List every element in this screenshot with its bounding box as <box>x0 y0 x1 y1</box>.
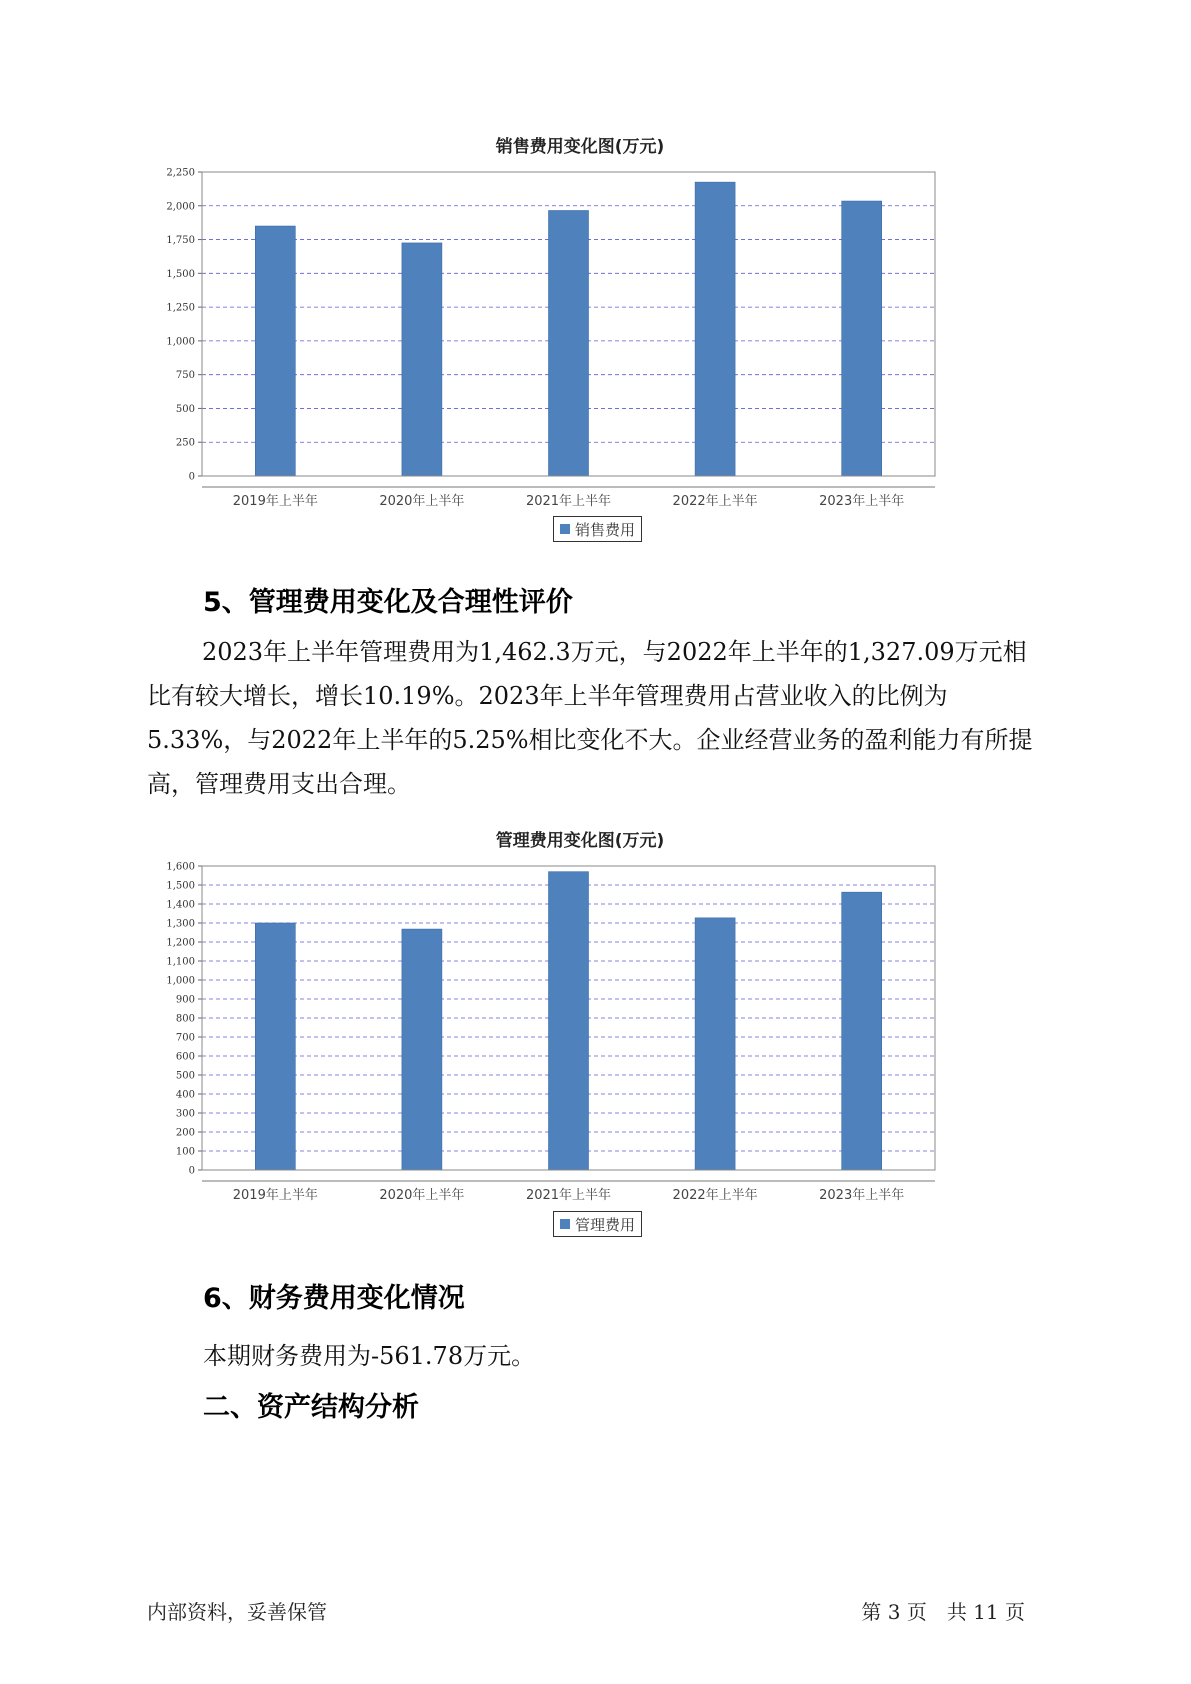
section-heading-asset-structure: 二、资产结构分析 <box>203 1392 419 1423</box>
y-tick-label: 300 <box>175 1108 195 1120</box>
bar <box>402 243 442 476</box>
y-tick-label: 500 <box>175 1070 195 1082</box>
bar <box>549 872 589 1170</box>
y-tick-label: 700 <box>175 1032 195 1044</box>
y-tick-label: 1,300 <box>166 918 195 930</box>
chart-legend <box>553 516 642 542</box>
x-tick-label: 2023年上半年 <box>819 1188 905 1203</box>
legend-label: 管理费用 <box>575 1215 636 1234</box>
bar <box>695 182 735 476</box>
y-tick-label: 0 <box>188 471 195 483</box>
bar <box>695 918 735 1170</box>
x-tick-label: 2020年上半年 <box>379 1188 465 1203</box>
footer-page-number: 第 3 页 共 11 页 <box>861 1600 1025 1624</box>
x-tick-label: 2022年上半年 <box>672 1188 758 1203</box>
y-tick-label: 500 <box>175 403 195 415</box>
x-tick-label: 2019年上半年 <box>232 494 318 509</box>
y-tick-label: 750 <box>175 370 195 382</box>
x-tick-label: 2021年上半年 <box>525 1188 612 1203</box>
sales-expense-plot <box>140 162 1020 522</box>
bar <box>842 892 882 1170</box>
chart-title: 管理费用变化图(万元) <box>495 831 665 851</box>
y-tick-label: 1,400 <box>166 899 195 911</box>
legend-swatch <box>560 524 570 534</box>
y-tick-label: 250 <box>175 437 195 449</box>
bar <box>549 211 589 476</box>
legend-swatch <box>560 1219 570 1229</box>
x-tick-label: 2022年上半年 <box>672 494 758 509</box>
management-expense-paragraph: 2023年上半年管理费用为1,462.3万元，与2022年上半年的1,327.09万元相比有较大增长，增长10.19%。2023年上半年管理费用占营业收入的比例为5.33%，与2022年上半年的5.25%相比变化不大。企业经营业务的盈利能力有所提高，管理费用支出合理。 <box>147 638 1033 798</box>
y-tick-label: 900 <box>175 994 195 1006</box>
bar <box>255 923 295 1170</box>
x-tick-label: 2023年上半年 <box>819 494 905 509</box>
section-heading-management-expense: 5、管理费用变化及合理性评价 <box>203 587 573 618</box>
y-tick-label: 1,000 <box>166 336 195 348</box>
y-tick-label: 200 <box>175 1127 195 1139</box>
bar <box>255 226 295 476</box>
sales-expense-chart <box>140 132 1020 552</box>
y-tick-label: 2,000 <box>166 201 195 213</box>
management-expense-plot <box>140 856 1020 1216</box>
financial-expense-paragraph: 本期财务费用为-561.78万元。 <box>203 1342 536 1370</box>
management-expense-chart <box>140 826 1020 1246</box>
y-tick-label: 1,500 <box>166 268 195 280</box>
y-tick-label: 2,250 <box>166 167 195 179</box>
y-tick-label: 1,500 <box>166 880 195 892</box>
section-heading-financial-expense: 6、财务费用变化情况 <box>203 1283 465 1314</box>
bar <box>402 929 442 1170</box>
legend-label: 销售费用 <box>575 520 636 539</box>
y-tick-label: 1,200 <box>166 937 195 949</box>
y-tick-label: 800 <box>175 1013 195 1025</box>
y-tick-label: 1,750 <box>166 235 195 247</box>
chart-legend <box>553 1211 642 1237</box>
bar <box>842 201 882 476</box>
y-tick-label: 1,600 <box>166 861 195 873</box>
y-tick-label: 1,000 <box>166 975 195 987</box>
y-tick-label: 600 <box>175 1051 195 1063</box>
chart-title: 销售费用变化图(万元) <box>495 137 665 157</box>
y-tick-label: 100 <box>175 1146 195 1158</box>
x-tick-label: 2021年上半年 <box>525 494 612 509</box>
y-tick-label: 1,250 <box>166 302 195 314</box>
y-tick-label: 0 <box>188 1165 195 1177</box>
y-tick-label: 400 <box>175 1089 195 1101</box>
footer-left: 内部资料，妥善保管 <box>147 1600 327 1624</box>
x-tick-label: 2019年上半年 <box>232 1188 318 1203</box>
y-tick-label: 1,100 <box>166 956 195 968</box>
x-tick-label: 2020年上半年 <box>379 494 465 509</box>
